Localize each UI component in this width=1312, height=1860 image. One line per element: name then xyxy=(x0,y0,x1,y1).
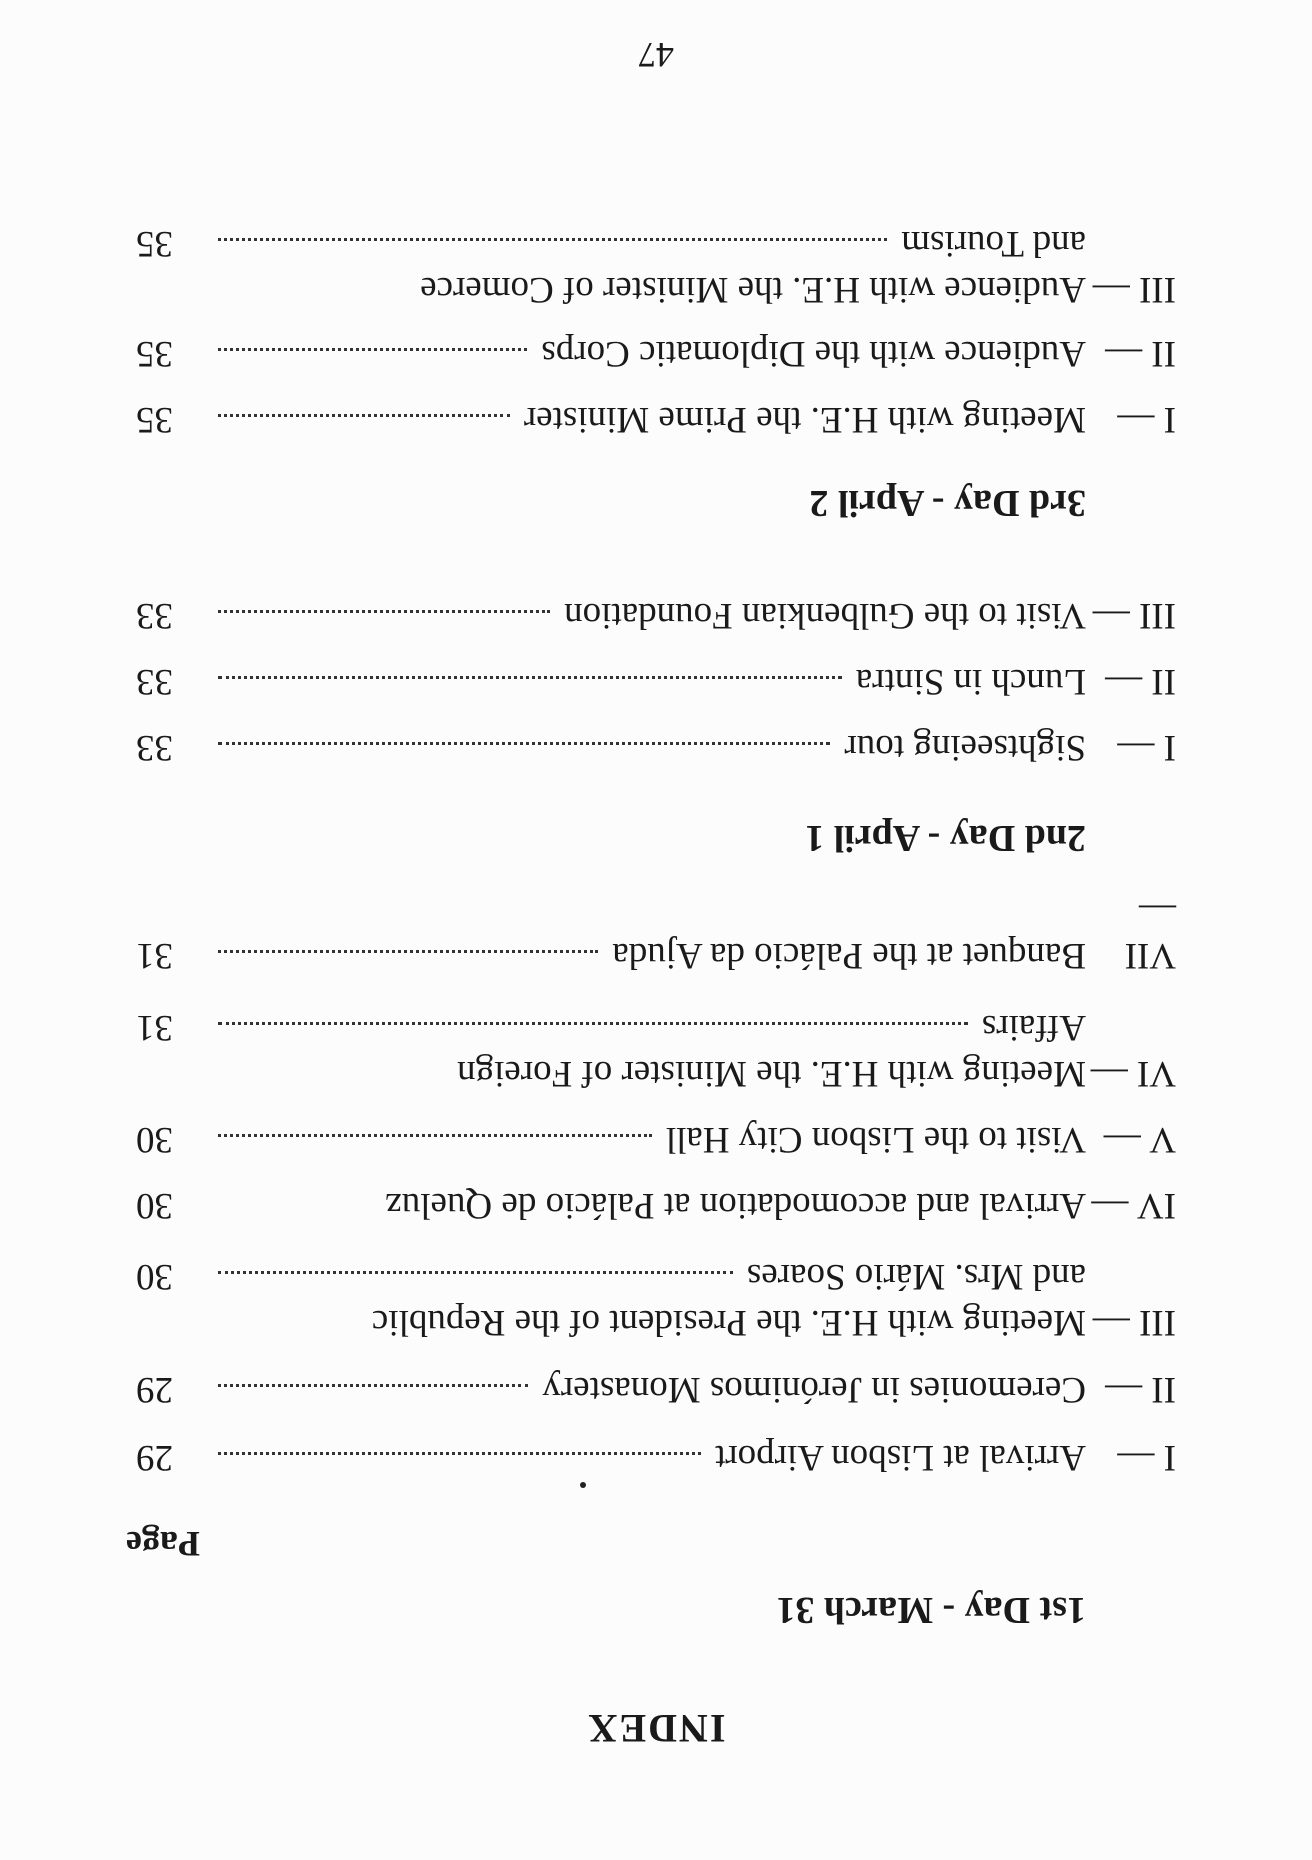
index-entry xyxy=(136,658,1176,704)
index-entry xyxy=(136,886,1176,978)
leader-dots xyxy=(218,676,842,679)
entry-number: III — xyxy=(1092,595,1176,636)
index-entry xyxy=(136,1182,1176,1228)
entry-title: Lunch in Sintra xyxy=(855,661,1086,702)
entry-number: II — xyxy=(1105,333,1176,374)
page-column-label: Page xyxy=(126,1524,200,1564)
entry-title-continued: Affairs xyxy=(981,1007,1086,1048)
leader-dots xyxy=(218,414,510,417)
ink-speck xyxy=(580,1482,586,1488)
entry-number: I — xyxy=(1117,399,1176,440)
entry-title: Audience with the Diplomatic Corps xyxy=(541,333,1086,374)
section-heading-day1: 1st Day - March 31 xyxy=(776,1589,1086,1631)
entry-page: 35 xyxy=(136,223,173,264)
entry-title: Visit to the Lisbon City Hall xyxy=(665,1119,1086,1160)
entry-number: V — xyxy=(1103,1119,1176,1160)
index-entry xyxy=(136,396,1176,442)
entry-title: Arrival and accomodation at Palácio de Queluz xyxy=(385,1185,1086,1226)
entry-title: Meeting with H.E. the President of the Republic xyxy=(371,1302,1086,1343)
entry-page: 29 xyxy=(136,1369,173,1410)
entry-title: Ceremonies in Jerónimos Monastery xyxy=(542,1369,1086,1410)
leader-dots xyxy=(218,348,527,351)
entry-title: Visit to the Gulbenkian Foundation xyxy=(564,595,1086,636)
entry-number: II — xyxy=(1105,661,1176,702)
leader-dots xyxy=(218,610,550,613)
entry-number: VI — xyxy=(1090,1053,1176,1094)
entry-number: I — xyxy=(1117,727,1176,768)
entry-title: Sightseeing tour xyxy=(844,727,1086,768)
leader-dots xyxy=(218,238,887,241)
leader-dots xyxy=(218,742,830,745)
entry-page: 30 xyxy=(136,1185,173,1226)
index-entry xyxy=(136,1004,1176,1096)
entry-page: 30 xyxy=(136,1256,173,1297)
entry-page: 33 xyxy=(136,727,173,768)
entry-number: I — xyxy=(1117,1437,1176,1478)
entry-page: 31 xyxy=(136,935,173,976)
leader-dots xyxy=(218,1452,701,1455)
section-heading-day2: 2nd Day - April 1 xyxy=(805,817,1086,859)
entry-title: Meeting with H.E. the Prime Minister xyxy=(523,399,1086,440)
entry-number: IV — xyxy=(1091,1185,1176,1226)
index-entry xyxy=(136,1116,1176,1162)
index-entry xyxy=(136,592,1176,638)
entry-number: II — xyxy=(1105,1369,1176,1410)
entry-title-continued: and Mrs. Mário Soares xyxy=(746,1256,1086,1297)
entry-title: Meeting with H.E. the Minister of Foreign xyxy=(457,1053,1086,1094)
page-number: 47 xyxy=(638,35,674,75)
index-entry xyxy=(136,220,1176,312)
index-entry xyxy=(136,330,1176,376)
leader-dots xyxy=(218,1022,968,1025)
entry-number: III — xyxy=(1092,1302,1176,1343)
entry-title: Arrival at Lisbon Airport xyxy=(715,1437,1086,1478)
entry-title: Banquet at the Palácio da Ajuda xyxy=(612,935,1086,976)
index-entry xyxy=(136,1366,1176,1412)
entry-title: Audience with H.E. the Minister of Comerce xyxy=(420,269,1086,310)
index-title: INDEX xyxy=(586,1706,726,1751)
entry-page: 35 xyxy=(136,399,173,440)
entry-page: 31 xyxy=(136,1007,173,1048)
entry-number: VII — xyxy=(1124,889,1176,976)
index-entry xyxy=(136,724,1176,770)
section-heading-day3: 3rd Day - April 2 xyxy=(809,482,1086,524)
entry-title-continued: and Tourism xyxy=(901,223,1086,264)
leader-dots xyxy=(218,1271,733,1274)
entry-page: 33 xyxy=(136,661,173,702)
entry-number: III — xyxy=(1092,269,1176,310)
entry-page: 30 xyxy=(136,1119,173,1160)
entry-page: 33 xyxy=(136,595,173,636)
leader-dots xyxy=(218,950,598,953)
leader-dots xyxy=(218,1134,652,1137)
index-entry xyxy=(136,1253,1176,1345)
leader-dots xyxy=(218,1384,528,1387)
entry-page: 29 xyxy=(136,1437,173,1478)
entry-page: 35 xyxy=(136,333,173,374)
index-entry xyxy=(136,1434,1176,1480)
